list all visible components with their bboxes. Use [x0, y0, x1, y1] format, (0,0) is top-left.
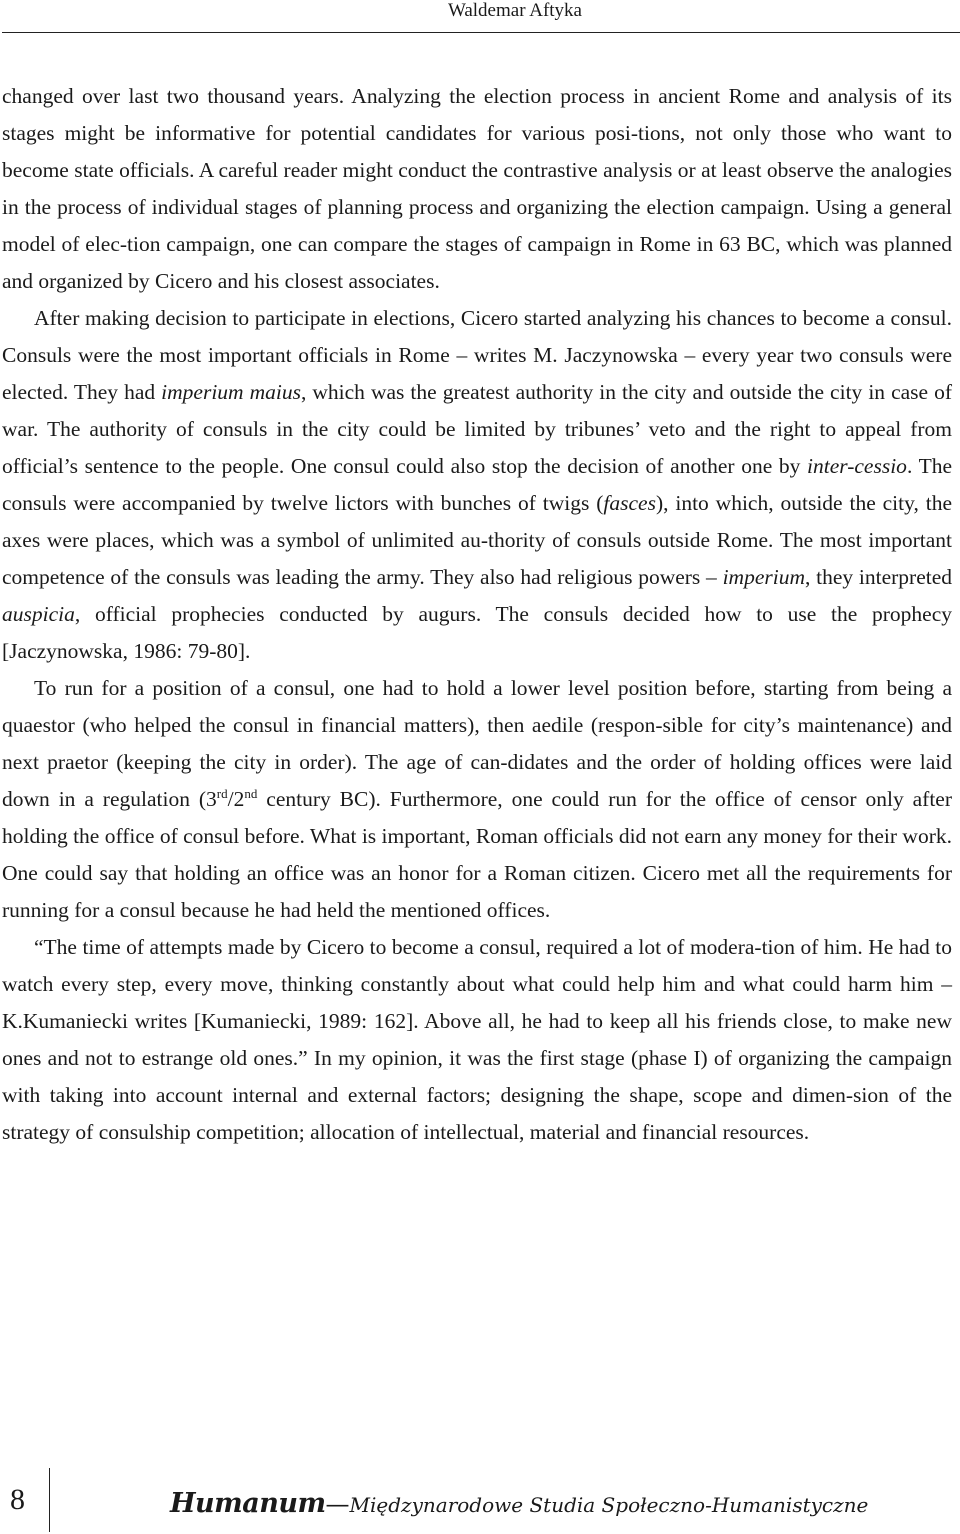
paragraph-3-text: century BC). Furthermore, one could run for the office of censor only after holding the office of consul before. What is important, Roman officials did not earn any money for their work. One could say that holding an office was an honor for a Roman citizen. Cicero met all the requirements for running for a consul because he had held the mentioned offices. — [2, 787, 952, 922]
paragraph-1-text: changed over last two thousand years. Analyzing the election process in ancient Rome and analysis of its stages might be informative for potential candidates for various posi-tions, not only those who want to become state officials. A careful reader might conduct the contrastive analysis or at least observe the analogies in the process of individual stages of planning process and organizing the election campaign. Using a general model of elec-tion campaign, one can compare the stages of campaign in Rome in 63 BC, which was planned and organized by Cicero and his closest associates. — [2, 84, 952, 293]
paragraph-3-text: /2 — [227, 787, 245, 811]
article-body — [2, 78, 952, 1151]
term-intercessio: inter-cessio — [807, 454, 907, 478]
paragraph-2-text: , official prophecies conducted by augurs. The consuls decided how to use the prophecy [Jaczynowska, 1986: 79-80]. — [2, 602, 952, 663]
journal-dash: — — [325, 1490, 350, 1518]
term-auspicia: auspicia — [2, 602, 75, 626]
superscript-rd: rd — [216, 786, 228, 801]
term-imperium-maius: imperium maius — [161, 380, 301, 404]
paragraph-2-text: After making decision to participate in elections, Cicero started analyzing his chances to become a consul. Consuls were the most important officials in Rome – writes M. Jaczynowska – every year two consuls were elected. They had — [2, 306, 952, 404]
paragraph-2-text: , they interpreted — [804, 565, 952, 589]
paragraph-2 — [2, 300, 952, 670]
paragraph-2-text: . The consuls were accompanied by twelve lictors with bunches of twigs ( — [2, 454, 952, 515]
page-footer — [0, 1466, 960, 1534]
paragraph-2-text: ), into which, outside the city, the axes were places, which was a symbol of unlimited au-thority of consuls outside Rome. The most important competence of the consuls was leading the army. They also had religious powers – — [2, 491, 952, 589]
paragraph-1 — [2, 78, 952, 300]
running-head-author: Waldemar Aftyka — [447, 0, 582, 21]
paragraph-3 — [2, 670, 952, 929]
paragraph-2-text: , which was the greatest authority in the city and outside the city in case of war. The authority of consuls in the city could be limited by tribunes’ veto and the right to appeal from official’s sentence to the people. One consul could also stop the decision of another one by — [2, 380, 953, 478]
journal-subtitle: Międzynarodowe Studia Społeczno-Humanistyczne — [349, 1493, 869, 1517]
paragraph-4-text: “The time of attempts made by Cicero to become a consul, required a lot of modera-tion of him. He had to watch every step, every move, thinking constantly about what could help him and what could harm him – K.Kumaniecki writes [Kumaniecki, 1989: 162]. Above all, he had to keep all his friends close, to make new ones and not to estrange old ones.” In my opinion, it was the first stage (phase I) of organizing the campaign with taking into account internal and external factors; designing the shape, scope and dimen-sion of the strategy of consulship competition; allocation of intellectual, material and financial resources. — [2, 935, 952, 1144]
superscript-nd: nd — [244, 786, 258, 801]
term-imperium: imperium — [722, 565, 805, 589]
page-number: 8 — [10, 1483, 25, 1516]
paragraph-3-text: To run for a position of a consul, one had to hold a lower level position before, starting from being a quaestor (who helped the consul in financial matters), then aedile (respon-sible for city’s maintenance) and next praetor (keeping the city in order). The age of can-didates and the order of holding offices were laid down in a regulation (3 — [2, 676, 952, 811]
term-fasces: fasces — [603, 491, 656, 515]
journal-logo: Humanum — [170, 1488, 326, 1519]
footer-divider — [49, 1468, 50, 1532]
page-header — [2, 0, 960, 33]
paragraph-4 — [2, 929, 952, 1151]
journal-title — [170, 1488, 868, 1519]
